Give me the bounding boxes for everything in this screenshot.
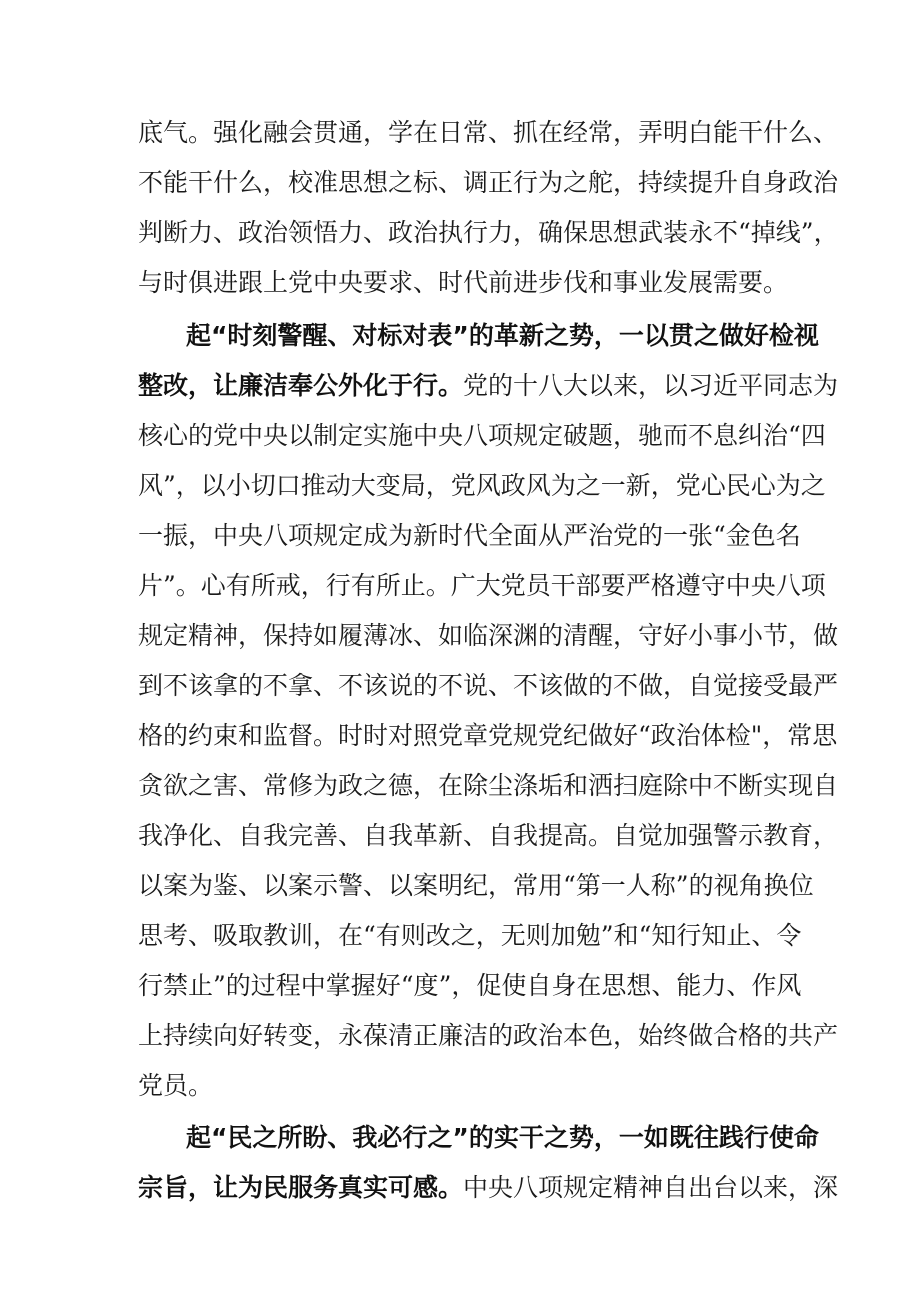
text-line: 贪欲之害、常修为政之德，在除尘涤垢和洒扫庭除中不断实现自: [138, 771, 839, 800]
text-line: 不能干什么，校准思想之标、调正行为之舵，持续提升自身政治: [138, 168, 839, 197]
text-line: [138, 1168, 839, 1208]
body-text: 党的十八大以来，以习近平同志为: [463, 371, 839, 400]
text-line: 一振，中央八项规定成为新时代全面从严治党的一张“金色名: [138, 521, 801, 550]
text-line: [186, 316, 819, 356]
text-line: 与时俱进跟上党中央要求、时代前进步伐和事业发展需要。: [138, 268, 789, 297]
text-line: 核心的党中央以制定实施中央八项规定破题，驰而不息纠治“四: [138, 421, 826, 450]
text-line: 思考、吸取教训，在“有则改之，无则加勉”和“知行知止、令: [138, 921, 802, 950]
text-line: 判断力、政治领悟力、政治执行力，确保思想武装永不“掉线”，: [138, 218, 839, 247]
text-line: 格的约束和监督。时时对照党章党规党纪做好“政治体检"，常思: [138, 721, 838, 750]
text-line: 风”，以小切口推动大变局，党风政风为之一新，党心民心为之: [138, 471, 826, 500]
text-line: 行禁止”的过程中掌握好“度”，促使自身在思想、能力、作风: [138, 971, 802, 1000]
text-line: 以案为鉴、以案示警、以案明纪，常用“第一人称”的视角换位: [138, 871, 814, 900]
body-text: 中央八项规定精神自出台以来，深: [463, 1173, 839, 1202]
text-line: 到不该拿的不拿、不该说的不说、不该做的不做，自觉接受最严: [138, 671, 839, 700]
text-line: [138, 366, 839, 406]
text-line: 上持续向好转变，永葆清正廉洁的政治本色，始终做合格的共产: [138, 1021, 839, 1050]
text-line: [186, 1118, 819, 1158]
text-line: 党员。: [138, 1071, 214, 1100]
text-line: 底气。强化融会贯通，学在日常、抓在经常，弄明白能干什么、: [138, 118, 839, 147]
text-line: 规定精神，保持如履薄冰、如临深渊的清醒，守好小事小节，做: [138, 621, 839, 650]
section-heading: 起“民之所盼、我必行之”的实干之势，一如既往践行使命: [186, 1123, 819, 1152]
section-heading: 整改，让廉洁奉公外化于行。: [138, 371, 464, 400]
section-heading: 宗旨，让为民服务真实可感。: [138, 1173, 464, 1202]
text-line: 片”。心有所戒，行有所止。广大党员干部要严格遵守中央八项: [138, 571, 826, 600]
text-line: 我净化、自我完善、自我革新、自我提高。自觉加强警示教育，: [138, 821, 839, 850]
section-heading: 起“时刻警醒、对标对表”的革新之势，一以贯之做好检视: [186, 321, 819, 350]
